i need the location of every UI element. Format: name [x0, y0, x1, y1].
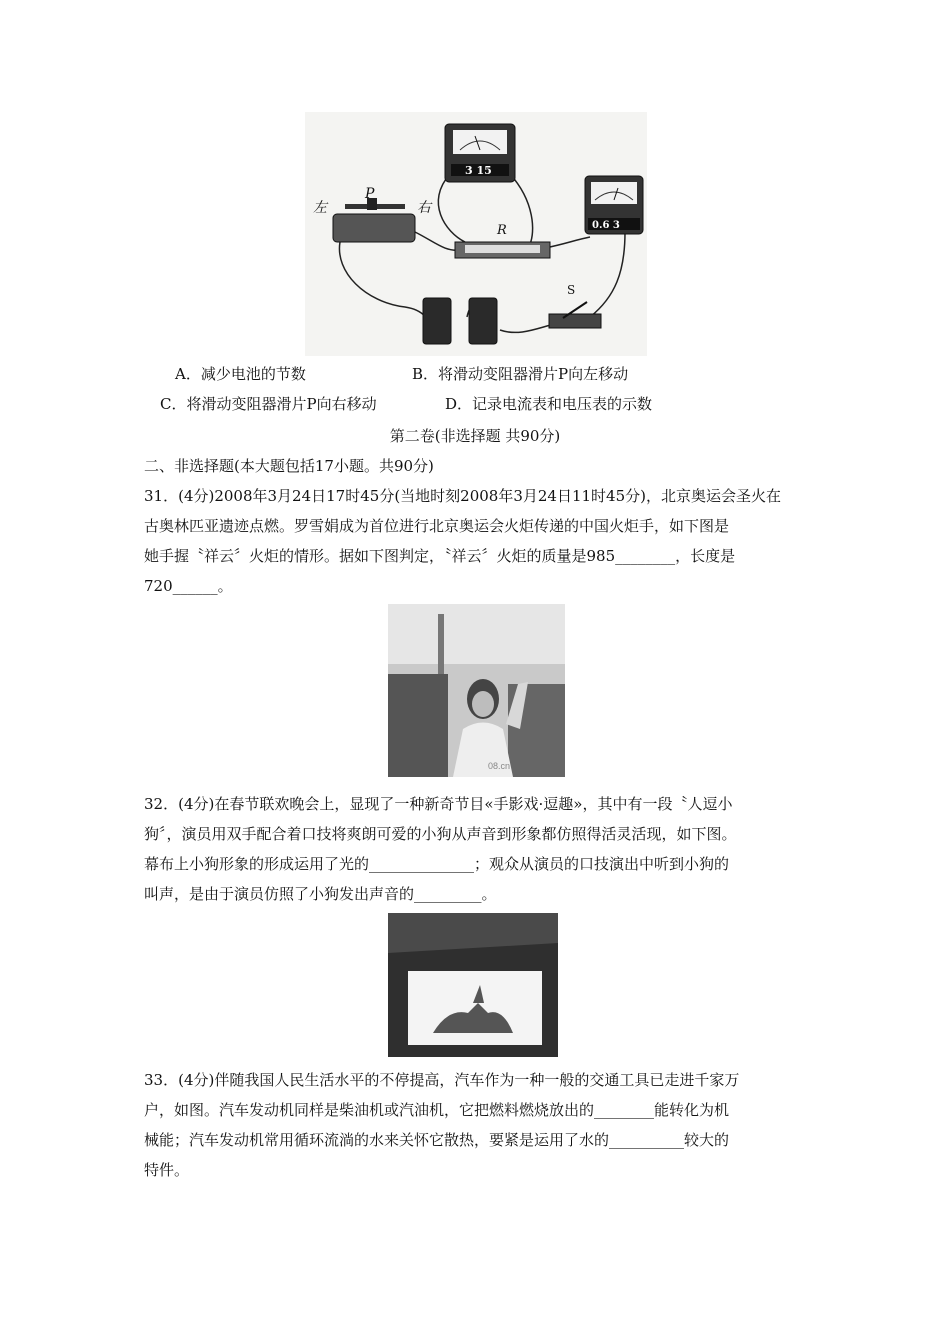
- resistor-r-label: R: [497, 223, 507, 238]
- slider-p-label: P: [365, 186, 375, 202]
- hand-shadow-photo: [388, 913, 558, 1057]
- q32-line-3: 幕布上小狗形象的形成运用了光的______________；观众从演员的口技演出中听到小狗的: [144, 855, 730, 873]
- circuit-drawing: [305, 112, 647, 356]
- q33-line-4: 特件。: [144, 1161, 190, 1179]
- photo-watermark: 08.cn: [488, 761, 511, 771]
- rheostat-left-label: 左: [313, 200, 327, 216]
- section-description: 二、非选择题(本大题包括17小题。共90分): [144, 457, 434, 475]
- q32-line-1: 32．(4分)在春节联欢晚会上，显现了一种新奇节目«手影戏·逗趣»，其中有一段〝人逗小: [144, 795, 733, 813]
- q31-line-2: 古奥林匹亚遗迹点燃。罗雪娟成为首位进行北京奥运会火炬传递的中国火炬手，如下图是: [144, 517, 730, 535]
- circuit-figure: [305, 112, 647, 356]
- section-title: 第二卷(非选择题 共90分): [389, 427, 561, 445]
- q32-line-2: 狗〞，演员用双手配合着口技将爽朗可爱的小狗从声音到形象都仿照得活灵活现，如下图。: [144, 825, 737, 843]
- q31-line-3: 她手握〝祥云〞火炬的情形。据如下图判定，〝祥云〞火炬的质量是985________，长度是: [144, 547, 736, 565]
- switch-s-label: S: [567, 283, 576, 297]
- option-a: A．减少电池的节数: [175, 365, 306, 383]
- voltmeter-scale-label: 3 15: [465, 164, 492, 177]
- option-d: D．记录电流表和电压表的示数: [445, 395, 653, 413]
- torch-bearer-photo: [388, 604, 565, 777]
- q33-line-1: 33．(4分)伴随我国人民生活水平的不停提高，汽车作为一种一般的交通工具已走进千家万: [144, 1071, 740, 1089]
- rheostat-right-label: 右: [417, 200, 431, 216]
- ammeter-scale-label: 0.6 3: [592, 220, 620, 231]
- option-c: C．将滑动变阻器滑片P向右移动: [160, 395, 377, 413]
- q31-line-1: 31．(4分)2008年3月24日17时45分(当地时刻2008年3月24日11时45分)，北京奥运会圣火在: [144, 487, 781, 505]
- q33-line-3: 械能；汽车发动机常用循环流淌的水来关怀它散热，要紧是运用了水的__________较大的: [144, 1131, 730, 1149]
- q31-line-4: 720______。: [144, 577, 233, 595]
- q33-line-2: 户，如图。汽车发动机同样是柴油机或汽油机，它把燃料燃烧放出的________能转化为机: [144, 1101, 730, 1119]
- option-b: B．将滑动变阻器滑片P向左移动: [412, 365, 629, 383]
- q32-line-4: 叫声，是由于演员仿照了小狗发出声音的_________。: [144, 885, 497, 903]
